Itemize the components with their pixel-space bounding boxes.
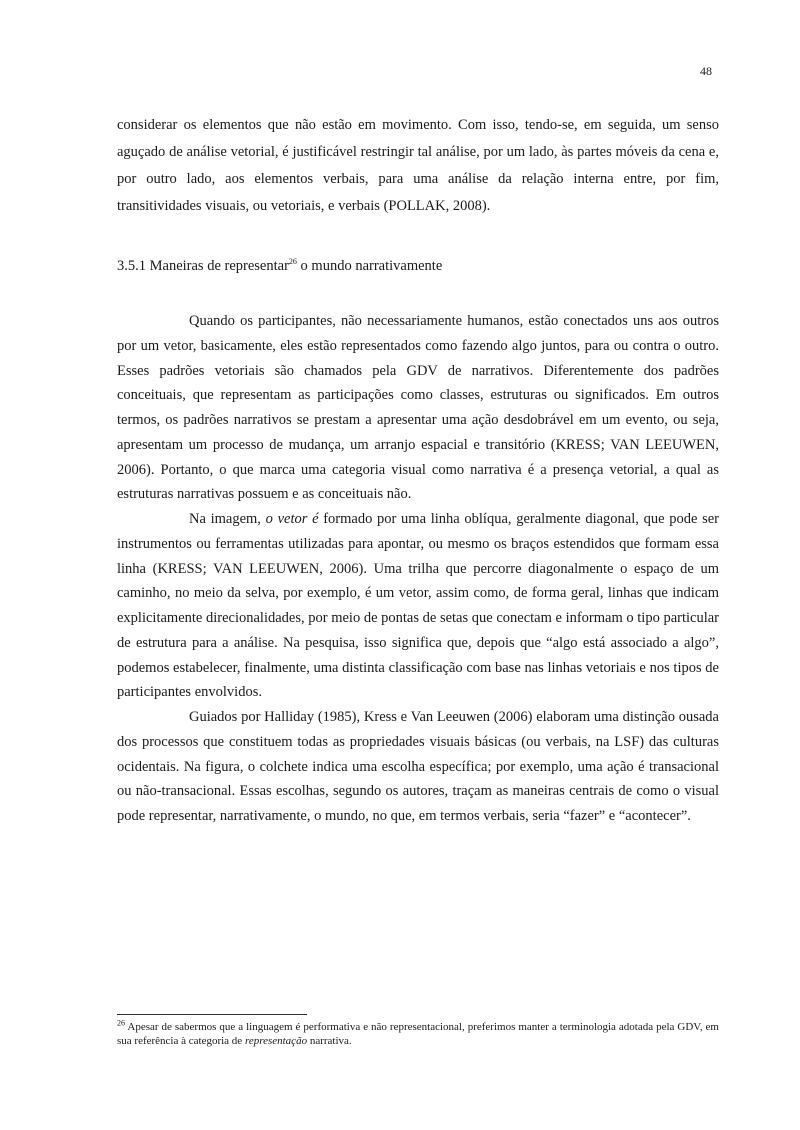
footnote-ref: 26 (288, 257, 297, 267)
paragraph-2-emphasis: o vetor é (265, 511, 319, 527)
footnote-emphasis: representação (244, 1035, 308, 1047)
footnote-marker: 26 (117, 1018, 125, 1028)
paragraph-2-start: Na imagem, (189, 511, 266, 527)
footnote-separator (117, 1014, 307, 1015)
intro-paragraph: considerar os elementos que não estão em movimento. Com isso, tendo-se, em seguida, um senso aguçado de análise vetorial, é justificável restringir tal análise, por um lado, às partes móveis da cena e, por outro lado, aos elementos verbais, para uma análise da relação interna entre, por fim, transitividades visuais, ou vetoriais, e verbais (POLLAK, 2008). (117, 117, 719, 214)
section-body (117, 309, 719, 829)
paragraph-1: Quando os participantes, não necessariamente humanos, estão conectados uns aos outros por um vetor, basicamente, eles estão representados como fazendo algo juntos, para ou contra o outro. Esses padrões vetoriais são chamados pela GDV de narrativos. Diferentemente dos padrões conceituais, que representam as participações como classes, estruturas ou significados. Em outros termos, os padrões narrativos se prestam a apresentar uma ação desdobrável em um evento, ou seja, apresentam um processo de mudança, um arranjo espacial e transitório (KRESS; VAN LEEUWEN, 2006). Portanto, o que marca uma categoria visual como narrativa é a presença vetorial, a qual as estruturas narrativas possuem e as conceituais não. (117, 313, 719, 503)
heading-text-end: o mundo narrativamente (296, 258, 443, 274)
intro-block (117, 112, 719, 220)
footnote-text-end: narrativa. (307, 1035, 352, 1047)
page-number: 48 (700, 64, 712, 78)
section-heading (117, 255, 719, 277)
footnote-text: Apesar de sabermos que a linguagem é performativa e não representacional, preferimos manter a terminologia adotada pela GDV, em sua referência à categoria de (117, 1021, 719, 1047)
paragraph-3: Guiados por Halliday (1985), Kress e Van Leeuwen (2006) elaboram uma distinção ousada dos processos que constituem todas as propriedades visuais básicas (ou verbais, na LSF) das culturas ocidentais. Na figura, o colchete indica uma escolha específica; por exemplo, uma ação é transacional ou não-transacional. Essas escolhas, segundo os autores, traçam as maneiras centrais de como o visual pode representar, narrativamente, o mundo, no que, em termos verbais, seria “fazer” e “acontecer”. (117, 709, 719, 824)
heading-text: 3.5.1 Maneiras de representar (117, 258, 289, 274)
paragraph-2-rest: formado por uma linha oblíqua, geralmente diagonal, que pode ser instrumentos ou ferramentas utilizadas para apontar, ou mesmo os braços estendidos que formam essa linha (KRESS; VAN LEEUWEN, 2006). Uma trilha que percorre diagonalmente o espaço de um caminho, no meio da selva, por exemplo, é um vetor, assim como, de forma geral, linhas que indicam explicitamente direcionalidades, por meio de pontas de setas que conectam e informam o tipo particular de estrutura para a análise. Na pesquisa, isso significa que, depois que “algo está associado a algo”, podemos estabelecer, finalmente, uma distinta classificação com base nas linhas vetoriais e nos tipos de participantes envolvidos. (117, 511, 719, 701)
paragraph-2 (117, 507, 719, 705)
footnote (117, 1020, 719, 1048)
